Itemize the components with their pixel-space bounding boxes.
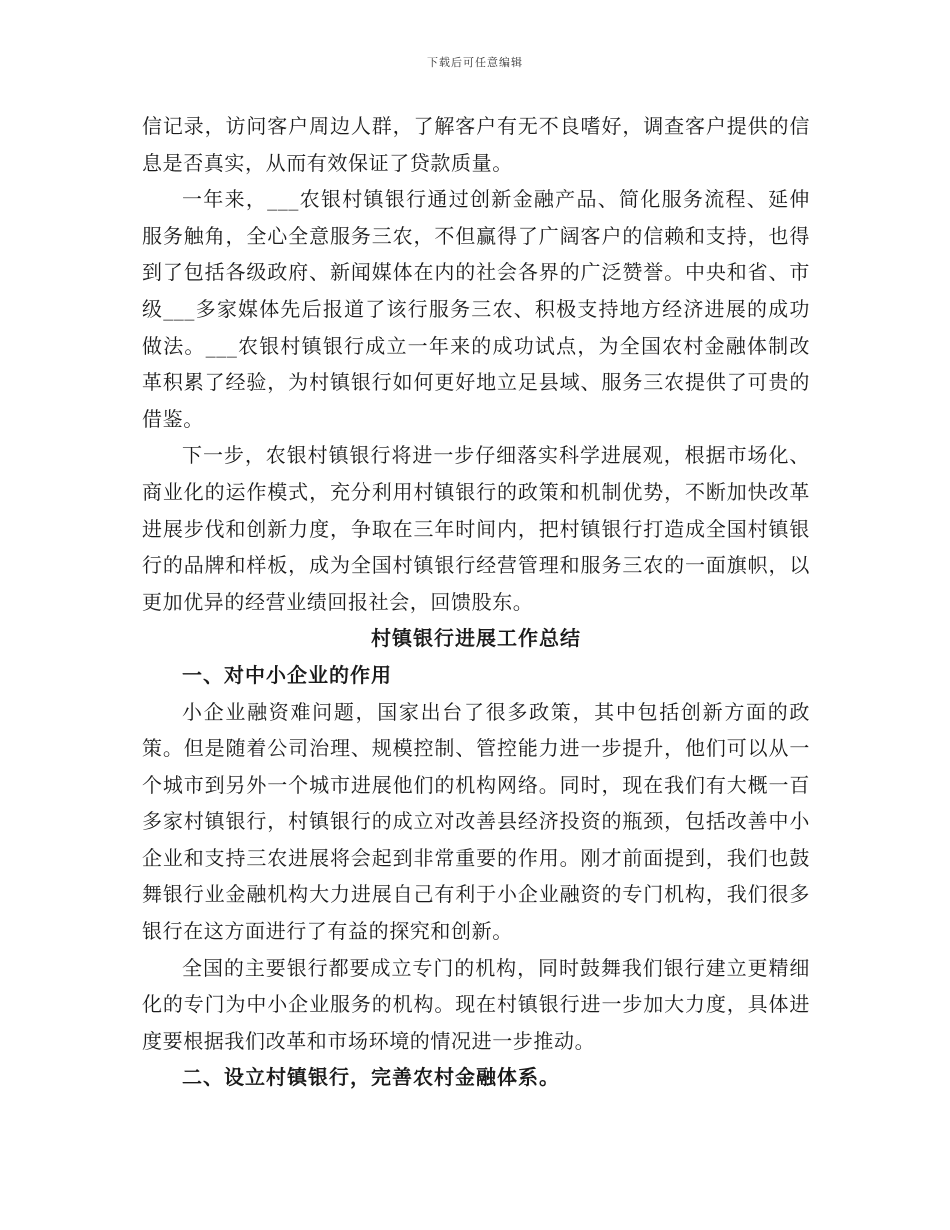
paragraph-next-step: 下一步，农银村镇银行将进一步仔细落实科学进展观，根据市场化、商业化的运作模式，充分利用村镇银行的政策和机制优势，不断加快改革进展步伐和创新力度，争取在三年时间内，把村镇银行打造成全国村镇银行的品牌和样板，成为全国村镇银行经营管理和服务三农的一面旗帜，以更加优异的经营业绩回报社会，回馈股东。 (142, 443, 810, 614)
section-heading-2: 二、设立村镇银行，完善农村金融体系。 (182, 1065, 560, 1090)
header-note: 下载后可任意编辑 (427, 56, 523, 69)
paragraph-year-review: 一年来，___农银村镇银行通过创新金融产品、简化服务流程、延伸服务触角，全心全意服务三农，不但赢得了广阔客户的信赖和支持，也得到了包括各级政府、新闻媒体在内的社会各界的广泛赞誉。中央和省、市级___多家媒体先后报道了该行服务三农、积极支持地方经济进展的成功做法。___农银村镇银行成立一年来的成功试点，为全国农村金融体制改革积累了经验，为村镇银行如何更好地立足县域、服务三农提供了可贵的借鉴。 (142, 187, 810, 431)
document-body (142, 108, 810, 1096)
document-title: 村镇银行进展工作总结 (371, 626, 581, 651)
section-heading-1: 一、对中小企业的作用 (182, 662, 392, 687)
paragraph-sme-financing: 小企业融资难问题，国家出台了很多政策，其中包括创新方面的政策。但是随着公司治理、规模控制、管控能力进一步提升，他们可以从一个城市到另外一个城市进展他们的机构网络。同时，现在我们有大概一百多家村镇银行，村镇银行的成立对改善县经济投资的瓶颈，包括改善中小企业和支持三农进展将会起到非常重要的作用。刚才前面提到，我们也鼓舞银行业金融机构大力进展自己有利于小企业融资的专门机构，我们很多银行在这方面进行了有益的探究和创新。 (142, 699, 810, 944)
paragraph-major-banks: 全国的主要银行都要成立专门的机构，同时鼓舞我们银行建立更精细化的专门为中小企业服务的机构。现在村镇银行进一步加大力度，具体进度要根据我们改革和市场环境的情况进一步推动。 (142, 955, 810, 1053)
paragraph-credit-record: 信记录，访问客户周边人群，了解客户有无不良嗜好，调查客户提供的信息是否真实，从而有效保证了贷款质量。 (142, 114, 810, 175)
